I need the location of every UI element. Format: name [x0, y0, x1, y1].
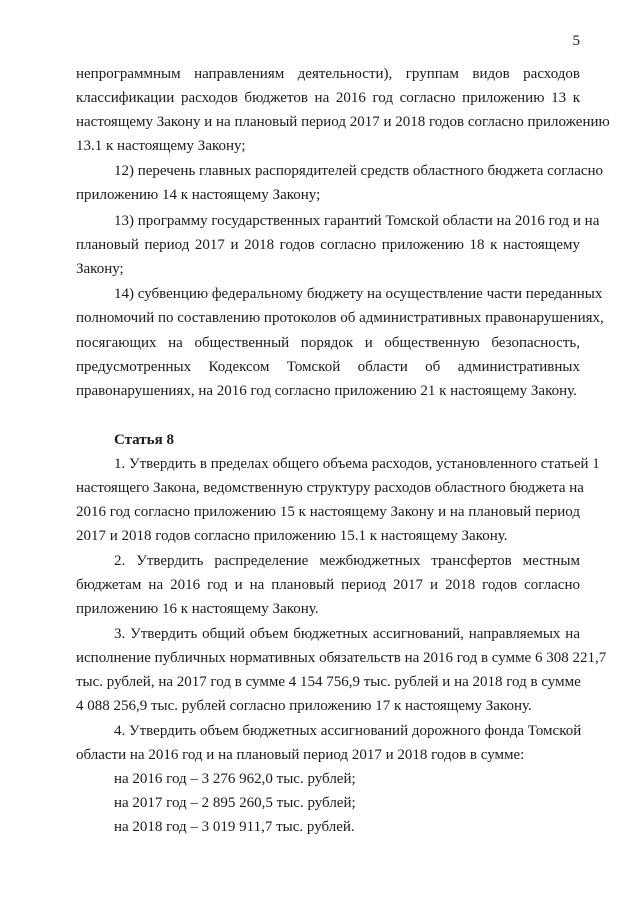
text-line: приложению 14 к настоящему Закону; — [76, 187, 321, 203]
text-line: области на 2016 год и на плановый период 2017 и 2018 годов в сумме: — [76, 747, 525, 763]
text-line: непрограммным направлениям деятельности), группам видов расходов — [76, 66, 580, 82]
article-heading: Статья 8 — [114, 432, 174, 448]
text-line: полномочий по составлению протоколов об административных правонарушениях, — [76, 310, 604, 326]
text-line: предусмотренных Кодексом Томской области об административных — [76, 359, 580, 375]
page-number: 5 — [572, 33, 580, 49]
text-line: исполнение публичных нормативных обязательств на 2016 год в сумме 6 308 221,7 — [76, 650, 607, 666]
text-line: тыс. рублей, на 2017 год в сумме 4 154 756,9 тыс. рублей и на 2018 год в сумме — [76, 674, 581, 690]
text-line: плановый период 2017 и 2018 годов согласно приложению 18 к настоящему — [76, 237, 580, 253]
paragraph-2: 2. Утвердить распределение межбюджетных трансфертов местным — [114, 553, 580, 569]
text-line: правонарушениях, на 2016 год согласно приложению 21 к настоящему Закону. — [76, 383, 577, 399]
text-line: классификации расходов бюджетов на 2016 год согласно приложению 13 к — [76, 90, 580, 106]
list-item-13: 13) программу государственных гарантий Томской области на 2016 год и на — [114, 213, 600, 229]
list-item-12: 12) перечень главных распорядителей средств областного бюджета согласно — [114, 163, 604, 179]
amount-2017: на 2017 год – 2 895 260,5 тыс. рублей; — [114, 795, 356, 811]
paragraph-3: 3. Утвердить общий объем бюджетных ассигнований, направляемых на — [114, 626, 580, 642]
text-line: посягающих на общественный порядок и общественную безопасность, — [76, 335, 580, 351]
amount-2016: на 2016 год – 3 276 962,0 тыс. рублей; — [114, 771, 356, 787]
text-line: 2017 и 2018 годов согласно приложению 15.1 к настоящему Закону. — [76, 528, 508, 544]
paragraph-4: 4. Утвердить объем бюджетных ассигнований дорожного фонда Томской — [114, 723, 582, 739]
text-line: бюджетам на 2016 год и на плановый период 2017 и 2018 годов согласно — [76, 577, 580, 593]
text-line: 13.1 к настоящему Закону; — [76, 138, 246, 154]
amount-2018: на 2018 год – 3 019 911,7 тыс. рублей. — [114, 819, 355, 835]
text-line: настоящего Закона, ведомственную структуру расходов областного бюджета на — [76, 480, 584, 496]
text-line: 4 088 256,9 тыс. рублей согласно приложению 17 к настоящему Закону. — [76, 698, 532, 714]
list-item-14: 14) субвенцию федеральному бюджету на осуществление части переданных — [114, 286, 603, 302]
text-line: настоящему Закону и на плановый период 2017 и 2018 годов согласно приложению — [76, 114, 610, 130]
text-line: приложению 16 к настоящему Закону. — [76, 601, 319, 617]
text-line: 2016 год согласно приложению 15 к настоящему Закону и на плановый период — [76, 504, 580, 520]
paragraph-1: 1. Утвердить в пределах общего объема расходов, установленного статьей 1 — [114, 456, 600, 472]
text-line: Закону; — [76, 261, 124, 277]
